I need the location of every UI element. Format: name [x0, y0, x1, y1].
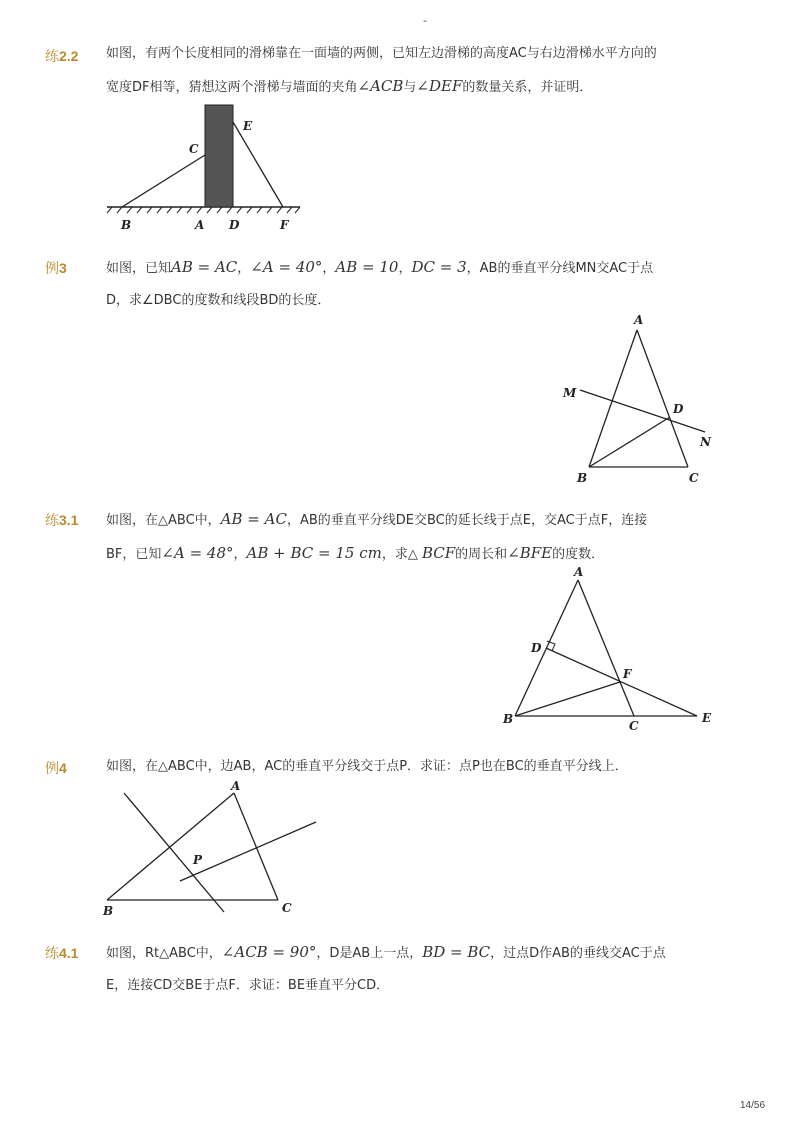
math-expression: AB = AC	[171, 258, 238, 276]
point-label-c: C	[282, 901, 292, 915]
segment-bd	[589, 417, 670, 467]
side-ac	[234, 793, 278, 900]
text-run: ，D是AB上一点，	[316, 946, 423, 961]
point-label-d: D	[229, 218, 240, 232]
text-run: ，过点D作AB的垂线交AC于点	[490, 946, 666, 961]
text-run: ，求△	[381, 547, 422, 562]
math-expression: BCF	[421, 544, 456, 562]
text-run: 与	[403, 80, 417, 95]
problem-label	[45, 258, 67, 278]
text-run: D，求∠DBC的度数和线段BD的长度．	[106, 293, 331, 308]
math-expression: DC = 3	[411, 258, 467, 276]
figure-practice-3-1	[502, 565, 712, 733]
point-label-e: E	[702, 711, 712, 725]
text-run: ，	[322, 261, 336, 276]
label-prefix: 练	[45, 512, 59, 528]
text-run: 如图，在△ABC中，	[106, 513, 221, 528]
text-run: 如图，Rt△ABC中，	[106, 946, 222, 961]
perp-bisector-ac	[180, 822, 316, 881]
point-label-f: F	[280, 218, 289, 232]
problem-text	[106, 503, 766, 571]
ladder-right	[233, 122, 283, 207]
math-expression: ∠A = 40°	[250, 258, 323, 276]
ladder-left	[122, 155, 205, 207]
text-run: 宽度DF相等，猜想这两个滑梯与墙面的夹角	[106, 80, 358, 95]
text-run: ，AB的垂直平分线DE交BC的延长线于点E，交AC于点F，连接	[286, 513, 648, 528]
point-label-m: M	[563, 386, 577, 400]
math-expression: AB + BC = 15 cm	[246, 544, 382, 562]
point-label-b: B	[121, 218, 132, 232]
problem-text	[106, 751, 766, 783]
page-number: 14/56	[740, 1100, 766, 1111]
text-run: ，	[398, 261, 412, 276]
side-ac	[578, 580, 634, 716]
text-run: 的度数．	[552, 547, 605, 562]
problem-label	[45, 510, 78, 530]
point-label-d: D	[531, 641, 542, 655]
text-run: 如图，在△ABC中，边AB，AC的垂直平分线交于点P．求证：点P也在BC的垂直平分线上．	[106, 759, 628, 774]
wall	[205, 105, 233, 207]
text-run: ，	[233, 547, 247, 562]
point-label-a: A	[231, 779, 241, 793]
segment-bf	[515, 682, 620, 716]
problem-line	[106, 537, 766, 571]
problem-line	[106, 251, 766, 285]
text-run: ，AB的垂直平分线MN交AC于点	[466, 261, 654, 276]
text-run: 如图，已知	[106, 261, 172, 276]
text-run: ，	[237, 261, 251, 276]
problem-label	[45, 943, 78, 963]
header-mark: -	[423, 14, 427, 27]
math-expression: ∠ACB = 90°	[221, 943, 317, 961]
problem-line	[106, 936, 766, 970]
math-expression: ∠A = 48°	[161, 544, 234, 562]
problem-line	[106, 503, 766, 537]
math-expression: ∠ACB	[357, 77, 404, 95]
math-expression: ∠BFE	[507, 544, 553, 562]
point-label-b: B	[503, 712, 514, 726]
line-de	[546, 648, 697, 716]
label-number: 4	[59, 760, 67, 776]
label-number: 2.2	[59, 48, 79, 64]
point-label-d: D	[673, 402, 684, 416]
problem-line	[106, 751, 766, 783]
math-expression: AB = AC	[220, 510, 287, 528]
point-label-a: A	[574, 565, 584, 579]
problem-label	[45, 758, 67, 778]
point-label-n: N	[700, 435, 711, 449]
perp-bisector-ab	[124, 793, 224, 912]
point-label-e: E	[243, 119, 253, 133]
label-prefix: 例	[45, 760, 59, 776]
label-prefix: 练	[45, 945, 59, 961]
point-label-b: B	[577, 471, 588, 485]
point-label-b: B	[103, 904, 114, 918]
side-ab	[107, 793, 234, 900]
point-label-c: C	[189, 142, 199, 156]
problem-text	[106, 936, 766, 1002]
text-run: BF，已知	[106, 547, 162, 562]
text-run: 的数量关系，并证明．	[462, 80, 593, 95]
point-label-f: F	[623, 667, 632, 681]
side-ab	[589, 330, 637, 467]
figure-example-4	[102, 779, 316, 918]
label-prefix: 练	[45, 48, 59, 64]
point-label-p: P	[193, 853, 203, 867]
figure-example-3	[562, 313, 712, 485]
side-ac	[637, 330, 688, 467]
label-number: 4.1	[59, 945, 79, 961]
point-label-c: C	[629, 719, 639, 733]
label-prefix: 例	[45, 260, 59, 276]
point-label-a: A	[195, 218, 205, 232]
point-label-a: A	[634, 313, 644, 327]
text-run: 的周长和	[455, 547, 508, 562]
problem-line	[106, 285, 766, 317]
math-expression: AB = 10	[335, 258, 399, 276]
text-run: 如图，有两个长度相同的滑梯靠在一面墙的两侧，已知左边滑梯的高度AC与右边滑梯水平方向的	[106, 46, 657, 61]
math-expression: BD = BC	[422, 943, 491, 961]
ground-hatch	[107, 207, 300, 213]
label-number: 3.1	[59, 512, 79, 528]
label-number: 3	[59, 260, 67, 276]
problem-text	[106, 251, 766, 317]
line-mn	[580, 390, 705, 432]
math-expression: ∠DEF	[416, 77, 463, 95]
point-label-c: C	[689, 471, 699, 485]
text-run: E，连接CD交BE于点F．求证：BE垂直平分CD．	[106, 978, 390, 993]
problem-line	[106, 970, 766, 1002]
